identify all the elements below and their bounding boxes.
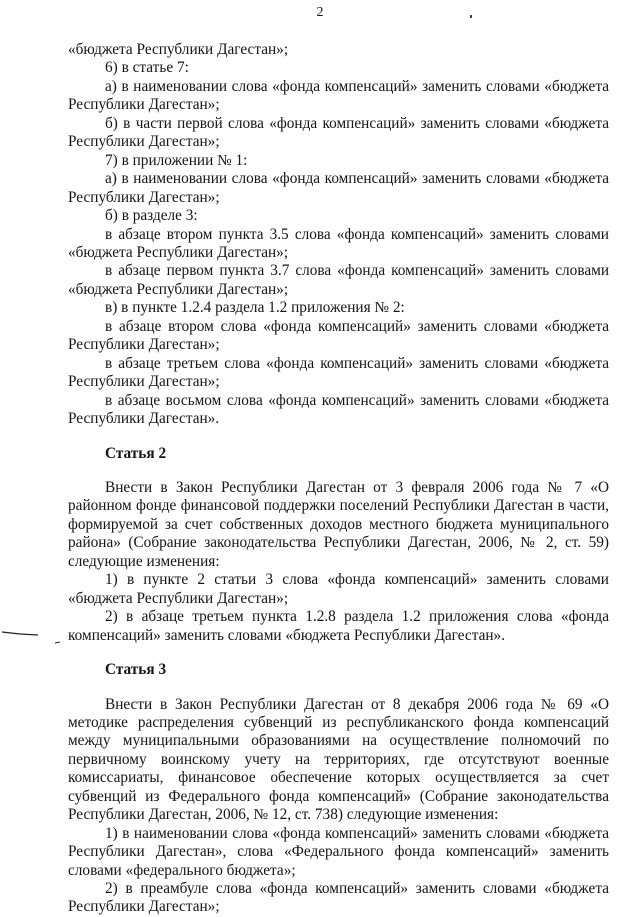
paragraph: а) в наименовании слова «фонда компенсаций» заменить словами «бюджета Республики Дагестан»; <box>68 170 609 206</box>
paragraph: б) в части первой слова «фонда компенсаций» заменить словами «бюджета Республики Дагестан»; <box>68 114 609 151</box>
paragraph: в абзаце втором пункта 3.5 слова «фонда компенсаций» заменить словами «бюджета Республики Дагестан»; <box>68 225 609 261</box>
document-body <box>68 41 609 917</box>
paragraph: «бюджета Республики Дагестан»; <box>68 41 289 58</box>
paragraph: б) в разделе 3: <box>105 207 198 225</box>
paragraph: 1) в наименовании слова «фонда компенсаций» заменить словами «бюджета Республики Дагестан», слова «Федерального фонда компенсаций» заменить словами «федерального бюджета»; <box>68 824 609 879</box>
paragraph: в абзаце первом пункта 3.7 слова «фонда компенсаций» заменить словами «бюджета Республики Дагестан»; <box>68 262 609 298</box>
paragraph: 2) в преамбуле слова «фонда компенсаций» заменить словами «бюджета Республики Дагестан»; <box>68 880 609 916</box>
paragraph: 7) в приложении № 1: <box>105 151 248 169</box>
paragraph: в абзаце втором слова «фонда компенсаций» заменить словами «бюджета Республики Дагестан»; <box>68 317 609 354</box>
paragraph: 6) в статье 7: <box>105 59 189 77</box>
article-heading: Статья 3 <box>105 661 167 679</box>
paragraph: в абзаце восьмом слова «фонда компенсаций» заменить словами «бюджета Республики Дагестан». <box>68 391 609 428</box>
paragraph: в) в пункте 1.2.4 раздела 1.2 приложения № 2: <box>105 299 405 317</box>
paragraph: Внести в Закон Республики Дагестан от 8 декабря 2006 года № 69 «О методике распределения субвенций из республиканского фонда компенсаций между муниципальными образованиями на осуществление полномочий по первичному воинскому учету на территориях, где отсутствуют военные комиссариаты, финансовое обеспечение которых осуществляется за счет субвенций из Федерального фонда компенсаций» (Собрание законодательства Республики Дагестан, 2006, № 12, ст. 738) следующие изменения: <box>68 695 609 824</box>
paragraph: 2) в абзаце третьем пункта 1.2.8 раздела 1.2 приложения слова «фонда компенсаций» заменить словами «бюджета Республики Дагестан». <box>68 608 609 644</box>
scan-margin-mark <box>0 628 60 648</box>
paragraph: Внести в Закон Республики Дагестан от 3 февраля 2006 года № 7 «О районном фонде финансовой поддержки поселений Республики Дагестан в части, формируемой за счет собственных доходов местного бюджета муниципального района» (Собрание законодательства Республики Дагестан, 2006, № 2, ст. 59) следующие изменения: <box>68 478 609 570</box>
article-heading: Статья 2 <box>105 444 167 462</box>
page-number: 2 <box>316 5 324 20</box>
scan-speck <box>470 15 472 18</box>
paragraph: в абзаце третьем слова «фонда компенсаций» заменить словами «бюджета Республики Дагестан»; <box>68 354 609 391</box>
paragraph: 1) в пункте 2 статьи 3 слова «фонда компенсаций» заменить словами «бюджета Республики Дагестан»; <box>68 571 609 607</box>
paragraph: а) в наименовании слова «фонда компенсаций» заменить словами «бюджета Республики Дагестан»; <box>68 77 609 114</box>
